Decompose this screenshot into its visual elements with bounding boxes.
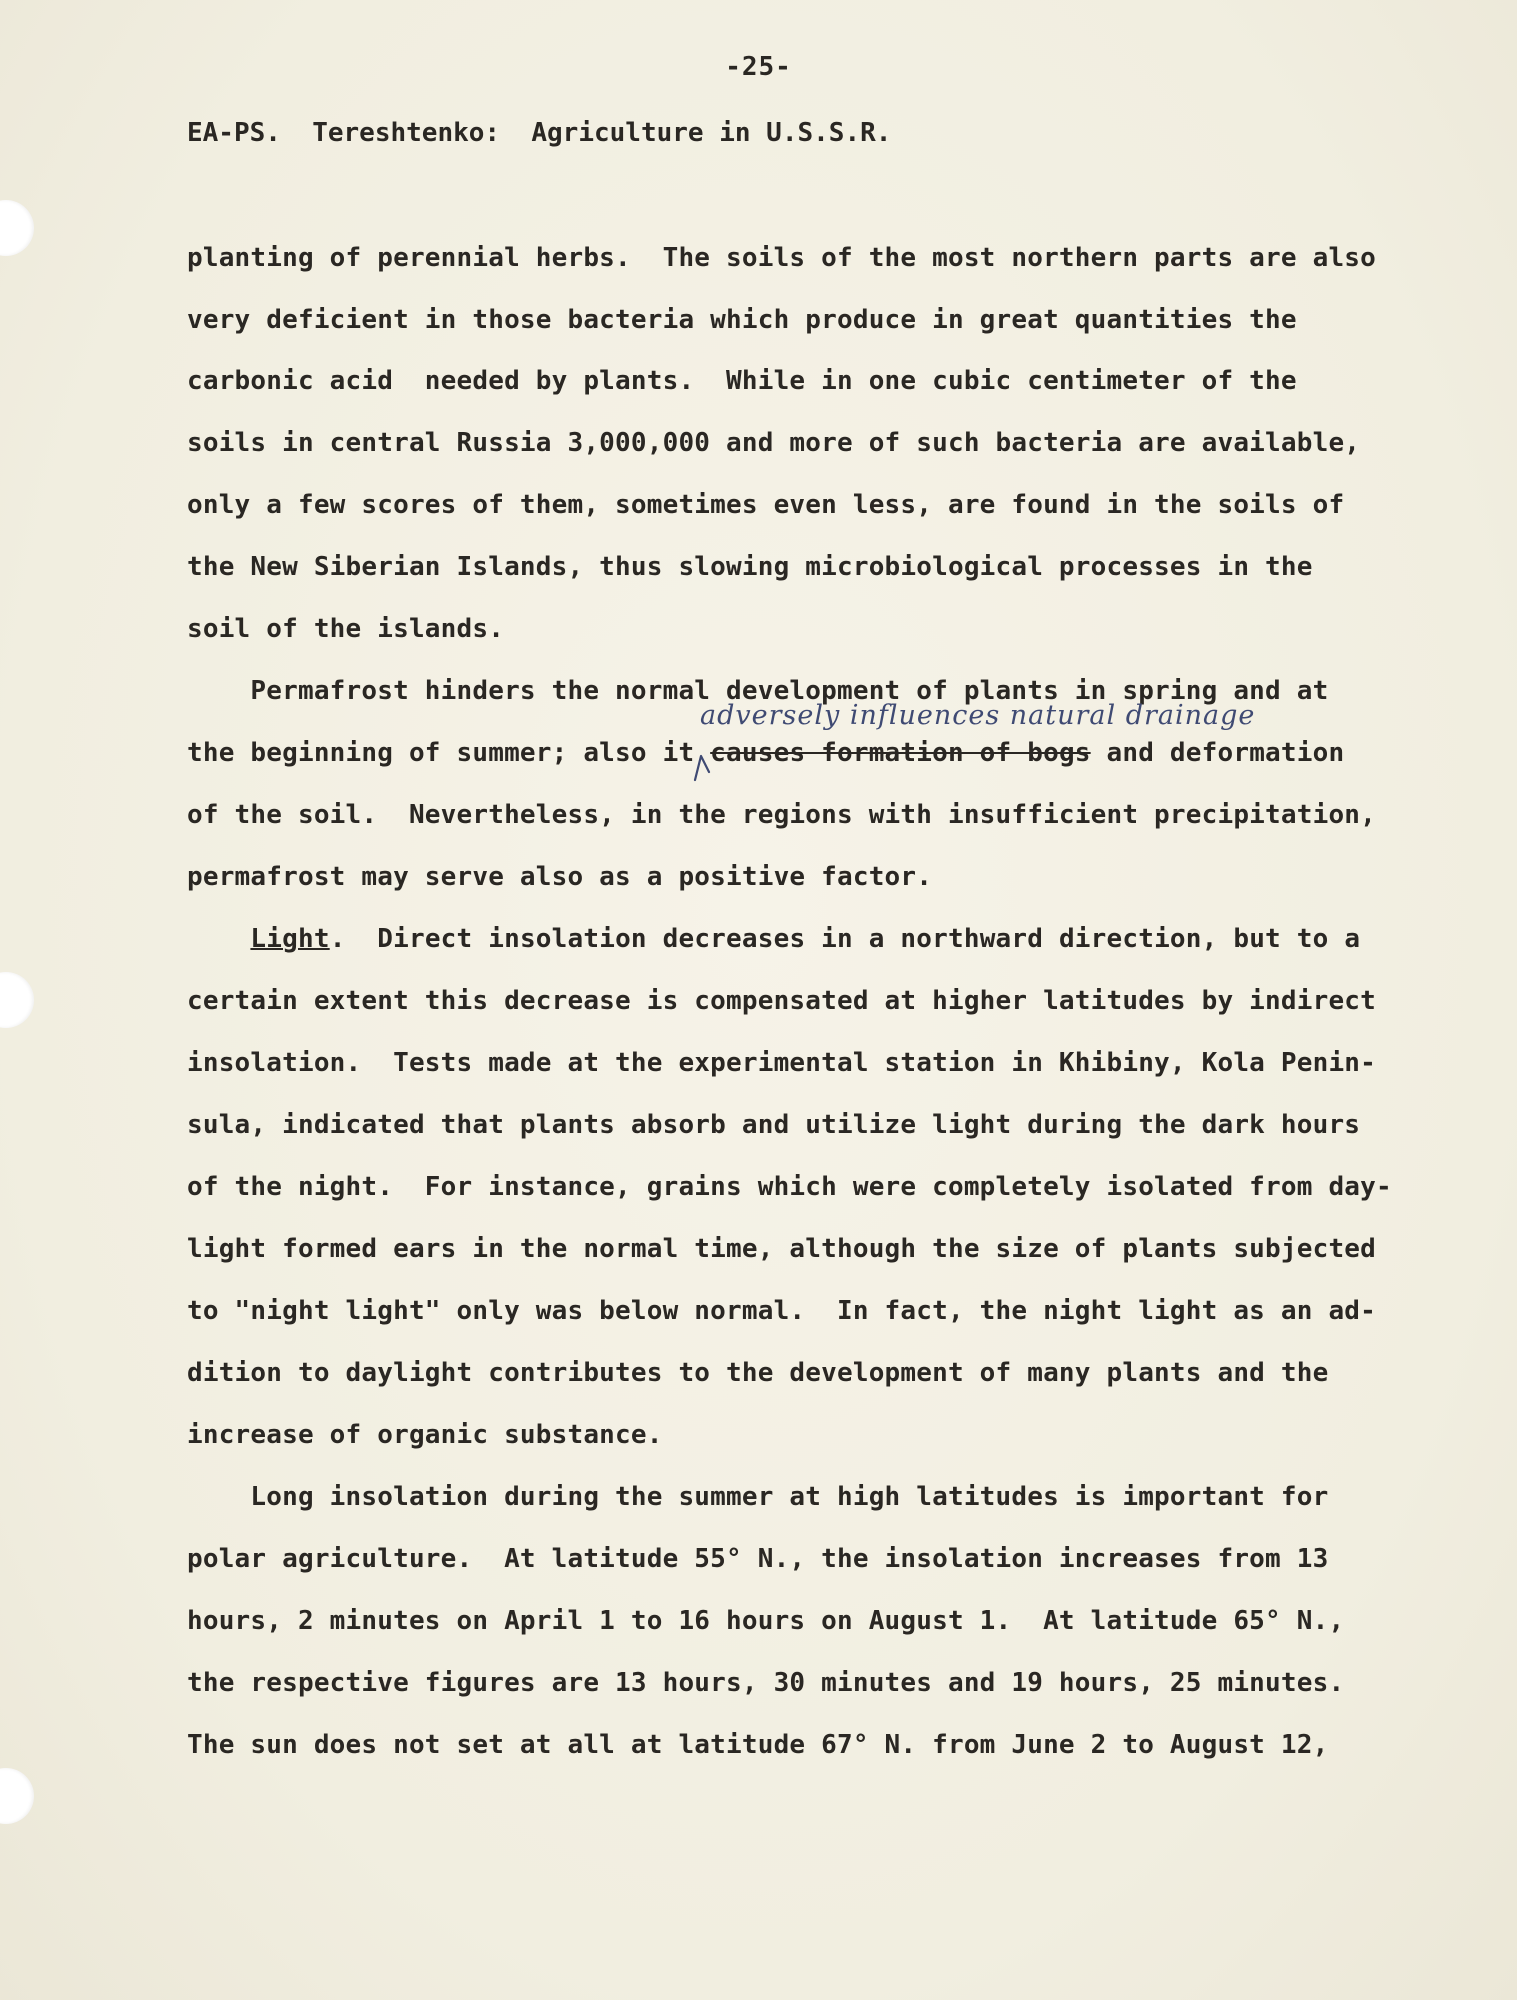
- text-line: sula, indicated that plants absorb and utilize light during the dark hours: [187, 1110, 1361, 1140]
- text-line: certain extent this decrease is compensated at higher latitudes by indirect: [187, 986, 1376, 1016]
- text-line: The sun does not set at all at latitude 67° N. from June 2 to August 12,: [187, 1730, 1329, 1760]
- text-line: to "night light" only was below normal. In fact, the night light as an ad-: [187, 1296, 1376, 1326]
- text-line: light formed ears in the normal time, although the size of plants subjected: [187, 1234, 1376, 1264]
- text-line: [187, 738, 1344, 768]
- text-line: polar agriculture. At latitude 55° N., the insolation increases from 13: [187, 1544, 1329, 1574]
- text-line: planting of perennial herbs. The soils of the most northern parts are also: [187, 243, 1376, 273]
- text-line: of the soil. Nevertheless, in the regions with insufficient precipitation,: [187, 800, 1376, 830]
- text-segment: and deformation: [1090, 738, 1345, 768]
- text-line: soil of the islands.: [187, 614, 505, 644]
- text-line: permafrost may serve also as a positive factor.: [187, 862, 933, 892]
- text-line: the New Siberian Islands, thus slowing microbiological processes in the: [187, 552, 1313, 582]
- punch-hole: [0, 200, 34, 256]
- text-line: carbonic acid needed by plants. While in one cubic centimeter of the: [187, 366, 1297, 396]
- punch-hole: [0, 1768, 34, 1824]
- running-header: EA-PS. Tereshtenko: Agriculture in U.S.S.R.: [187, 118, 892, 148]
- text-line: insolation. Tests made at the experimental station in Khibiny, Kola Penin-: [187, 1048, 1376, 1078]
- insertion-caret-icon: [691, 752, 717, 782]
- text-line: very deficient in those bacteria which produce in great quantities the: [187, 305, 1297, 335]
- text-line: increase of organic substance.: [187, 1420, 663, 1450]
- text-segment: . Direct insolation decreases in a northward direction, but to a: [329, 924, 1361, 954]
- text-segment: the beginning of summer; also it: [187, 738, 711, 768]
- text-line: dition to daylight contributes to the development of many plants and the: [187, 1358, 1329, 1388]
- text-segment: [187, 924, 250, 954]
- text-line: soils in central Russia 3,000,000 and more of such bacteria are available,: [187, 428, 1361, 458]
- text-line: hours, 2 minutes on April 1 to 16 hours on August 1. At latitude 65° N.,: [187, 1606, 1345, 1636]
- text-line: Permafrost hinders the normal development of plants in spring and at: [187, 676, 1329, 706]
- text-line: of the night. For instance, grains which were completely isolated from day-: [187, 1172, 1392, 1202]
- text-line: the respective figures are 13 hours, 30 minutes and 19 hours, 25 minutes.: [187, 1668, 1345, 1698]
- text-line: Long insolation during the summer at high latitudes is important for: [187, 1482, 1329, 1512]
- text-line: [187, 924, 1360, 954]
- text-line: only a few scores of them, sometimes even less, are found in the soils of: [187, 490, 1345, 520]
- punch-hole: [0, 972, 34, 1028]
- struck-through-text: causes formation of bogs: [710, 738, 1091, 768]
- handwritten-insertion: adversely influences natural drainage: [700, 700, 1256, 731]
- page-number: -25-: [725, 52, 792, 82]
- underlined-heading: Light: [250, 924, 330, 954]
